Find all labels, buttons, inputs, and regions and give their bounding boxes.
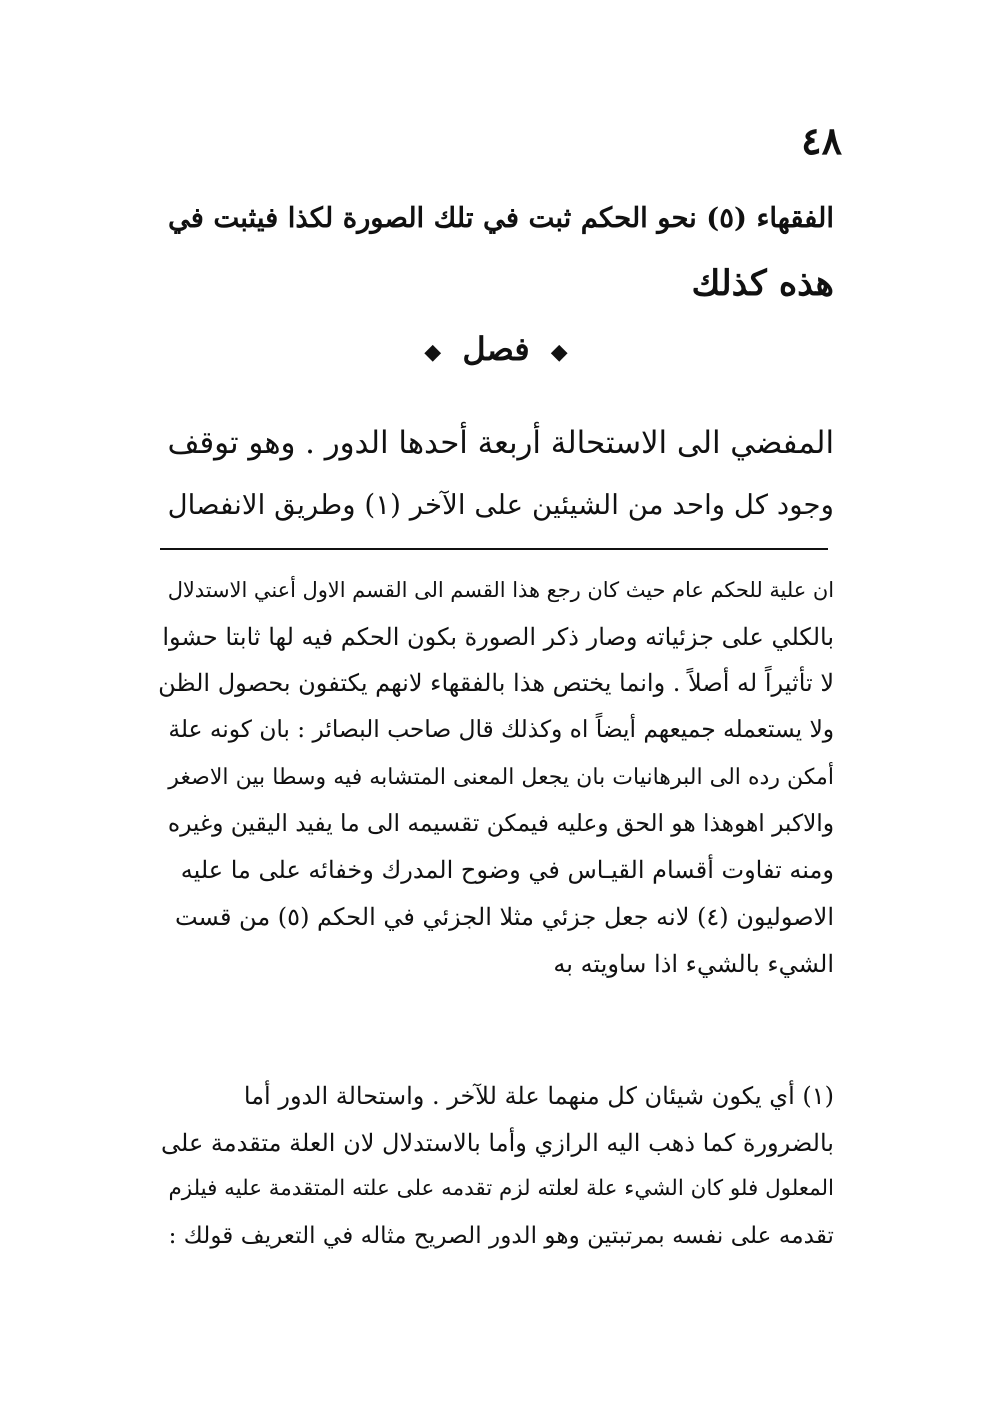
text-line: المفضي الى الاستحالة أربعة أحدها الدور . وهو توقف [167,425,834,461]
diamond-ornament-icon: ◆ [550,338,568,365]
footnote-line: الشيء بالشيء اذا ساويته به [553,949,834,978]
footnotes-continued [154,567,834,987]
footnote-line: (١) أي يكون شيئان كل منهما علة للآخر . واستحالة الدور أما [243,1082,834,1110]
page-number: ٤٨ [801,118,842,163]
footnote-line: بالكلي على جزئياته وصار ذكر الصورة بكون الحكم فيه لها ثابتا حشوا [162,622,834,651]
text-line: هذه كذلك [691,263,834,304]
footnote-line: لا تأثيراً له أصلاً . وانما يختص هذا بالفقهاء لانهم يكتفون بحصول الظن [158,669,834,698]
footnote-line: والاكبر اهوهذا هو الحق وعليه فيمكن تقسيمه الى ما يفيد اليقين وغيره [167,809,834,837]
top-paragraph [154,185,834,317]
footnote-line: ولا يستعمله جميعهم أيضاً اه وكذلك قال صاحب البصائر : بان كونه علة [168,716,834,744]
footnote-line: ان علية للحكم عام حيث كان رجع هذا القسم الى القسم الاول أعني الاستدلال [167,578,834,602]
footnote-line: تقدمه على نفسه بمرتبتين وهو الدور الصريح مثاله في التعريف قولك : [168,1222,834,1250]
section-heading [0,330,992,368]
footnote-line: ومنه تفاوت أقسام القيـاس في وضوح المدرك وخفائه على ما عليه [180,856,834,885]
footnote-separator [160,548,828,550]
text-line: الفقهاء (٥) نحو الحكم ثبت في تلك الصورة لكذا فيثبت في [167,202,834,234]
section-title: فصل [462,330,530,368]
footnote-line: المعلول فلو كان الشيء علة لعلته لزم تقدمه على علته المتقدمة عليه فيلزم [168,1176,834,1202]
footnote-line: أمكن رده الى البرهانيات بان يجعل المعنى المتشابه فيه وسطا بين الاصغر [168,763,834,790]
footnote-1 [154,1073,834,1260]
footnote-line: بالضرورة كما ذهب اليه الرازي وأما بالاستدلال لان العلة متقدمة على [161,1128,834,1157]
text-line: وجود كل واحد من الشيئين على الآخر (١) وطريق الانفصال [167,488,834,521]
footnote-line: الاصوليون (٤) لانه جعل جزئي مثلا الجزئي في الحكم (٥) من قست [174,902,834,931]
main-paragraph [154,412,834,536]
diamond-ornament-icon: ◆ [424,338,442,365]
